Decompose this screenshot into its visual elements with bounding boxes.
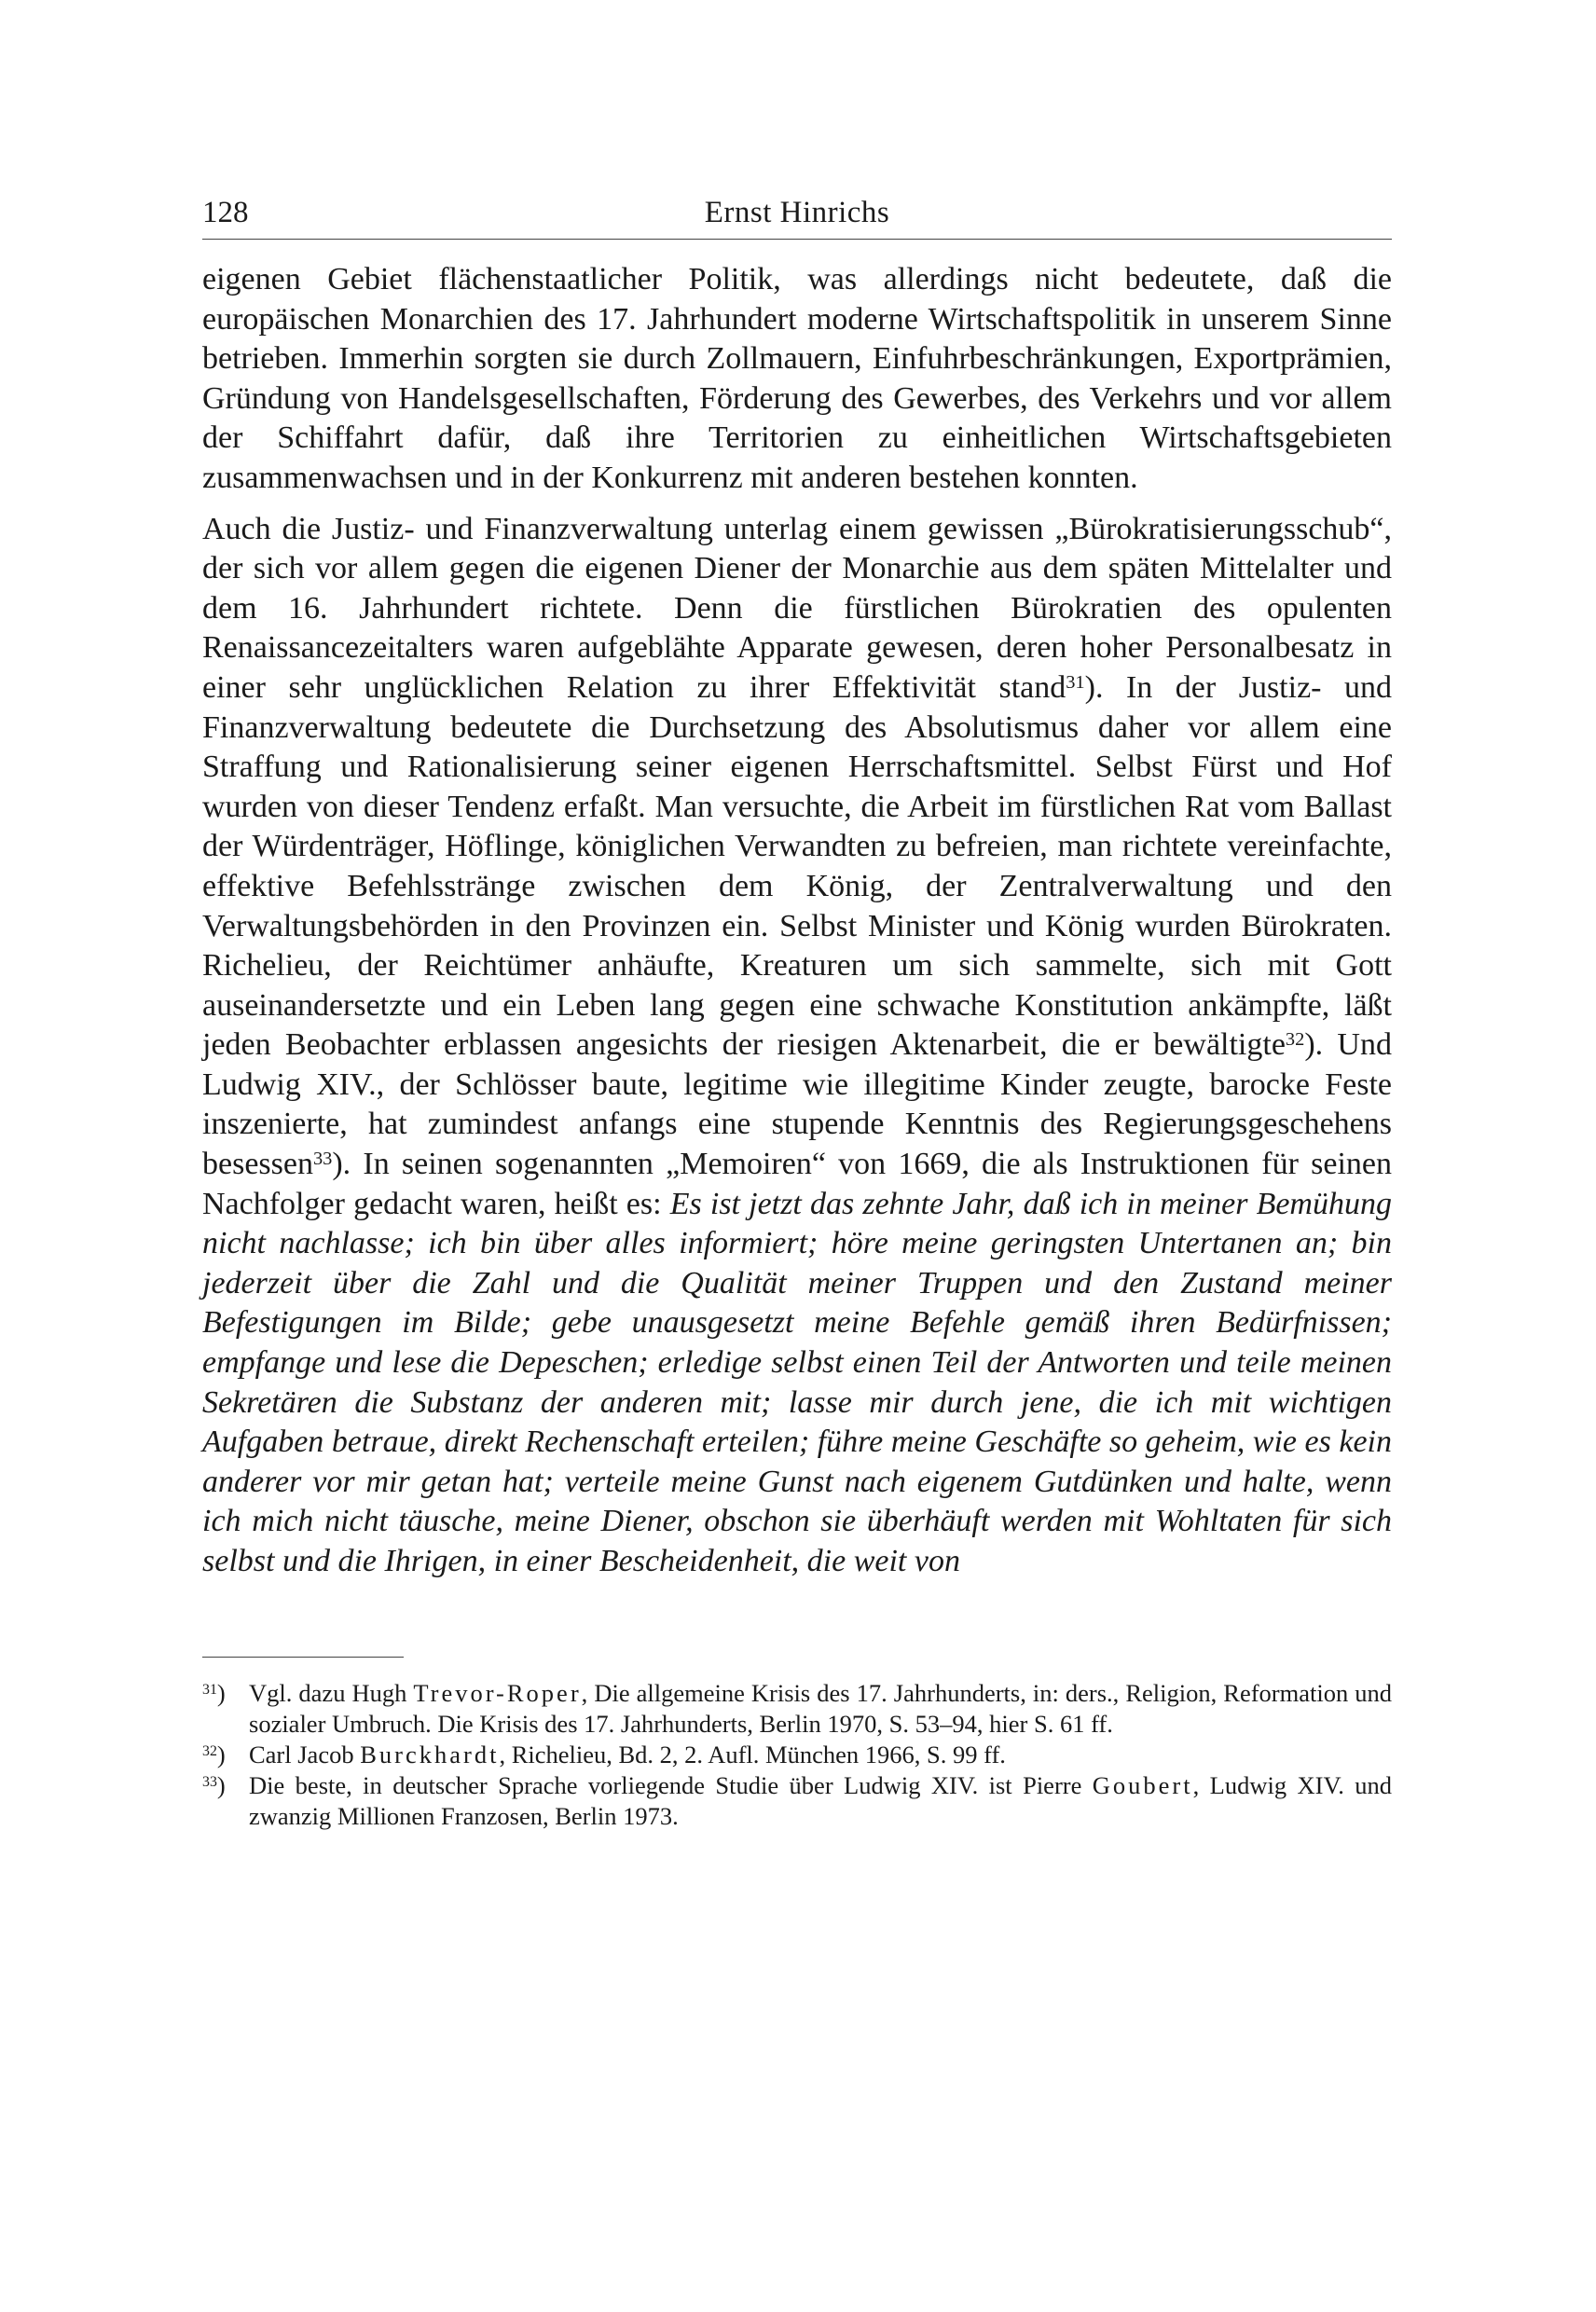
- book-page: [202, 186, 1392, 1832]
- footnote-text: Vgl. dazu Hugh: [249, 1678, 414, 1707]
- footnote-32: [202, 1740, 1392, 1770]
- footnote-author: Goubert: [1092, 1770, 1193, 1799]
- footnote-mark: $^{33}$): [202, 1770, 226, 1799]
- footnote-ref-31: 31: [1066, 671, 1085, 693]
- footnote-33: [202, 1770, 1392, 1832]
- footnote-author: Trevor-Roper: [413, 1678, 582, 1707]
- footnote-text: , Ludwig XIV. und zwanzig Millionen Franzosen, Berlin 1973.: [249, 1770, 1392, 1830]
- footnote-text: , Die allgemeine Krisis des 17. Jahrhunderts, in: ders., Religion, Reformation und sozialer Umbruch. Die Krisis des 17. Jahrhunderts, Berlin 1970, S. 53–94, hier S. 61 ff.: [249, 1678, 1392, 1738]
- footnote-author: Burckhardt: [360, 1740, 500, 1768]
- paragraph-1: eigenen Gebiet flächenstaatlicher Politik, was allerdings nicht bedeutete, daß die europäischen Monarchien des 17. Jahrhundert moderne Wirtschaftspolitik in unserem Sinne betrieben. Immerhin sorgten sie durch Zollmauern, Einfuhrbeschränkungen, Exportprämien, Gründung von Handelsgesellschaften, Förderung des Gewerbes, des Verkehrs und vor allem der Schiffahrt dafür, daß ihre Territorien zu einheitlichen Wirtschaftsgebieten zusammenwachsen und in der Konkurrenz mit anderen bestehen konnten.: [202, 262, 1392, 495]
- page-number: 128: [202, 196, 249, 229]
- paragraph-2: [202, 510, 1392, 1582]
- footnote-divider: [202, 1657, 404, 1658]
- paragraph-2-part-c: ). Und Ludwig XIV., der Schlösser baute, legitime wie illegitime Kinder zeugte, barocke Feste inszenierte, hat zumindest anfangs eine stupende Kenntnis des Regierungsgeschehens besessen: [202, 1027, 1392, 1182]
- paragraph-2-part-b: ). In der Justiz- und Finanzverwaltung bedeutete die Durchsetzung des Absolutismus daher vor allem eine Straffung und Rationalisierung seiner eigenen Herrschaftsmittel. Selbst Fürst und Hof wurden von dieser Tendenz erfaßt. Man versuchte, die Arbeit im fürstlichen Rat vom Ballast der Würdenträger, Höflinge, königlichen Verwandten zu befreien, man richtete vereinfachte, effektive Befehlsstränge zwischen dem König, der Zentralverwaltung und den Verwaltungsbehörden in den Provinzen ein. Selbst Minister und König wurden Bürokraten. Richelieu, der Reichtümer anhäufte, Kreaturen um sich sammelte, sich mit Gott auseinandersetzte und ein Leben lang gegen eine schwache Konstitution ankämpfte, läßt jeden Beobachter erblassen angesichts der riesigen Aktenarbeit, die er bewältigte: [202, 669, 1392, 1063]
- page-header: [202, 186, 1392, 240]
- footnote-number: 31: [202, 1681, 217, 1698]
- footnote-mark: $^{31}$): [202, 1678, 226, 1707]
- memoir-quote: Es ist jetzt das zehnte Jahr, daß ich in meiner Bemühung nicht nachlasse; ich bin über alles informiert; höre meine geringsten Untertanen an; bin jederzeit über die Zahl und die Qualität meiner Truppen und den Zustand meiner Befestigungen im Bilde; gebe unausgesetzt meine Befehle gemäß ihren Bedürfnissen; empfange und lese die Depeschen; erledige selbst einen Teil der Antworten und teile meinen Sekretären die Substanz der anderen mit; lasse mir durch jene, die ich mit wichtigen Aufgaben betraue, direkt Rechenschaft erteilen; führe meine Geschäfte so geheim, wie es kein anderer vor mir getan hat; verteile meine Gunst nach eigenem Gutdünken und halte, wenn ich mich nicht täusche, meine Diener, obschon sie überhäuft werden mit Wohltaten für sich selbst und die Ihrigen, in einer Bescheidenheit, die weit von: [202, 1186, 1392, 1578]
- footnote-text: , Richelieu, Bd. 2, 2. Aufl. München 1966, S. 99 ff.: [499, 1740, 1006, 1768]
- paragraph-2-part-d: ). In seinen sogenannten „Memoiren“ von 1669, die als Instruktionen für seinen Nachfolger gedacht waren, heißt es:: [202, 1147, 1392, 1221]
- paragraph-2-part-a: Auch die Justiz- und Finanzverwaltung unterlag einem gewissen „Bürokratisierungsschub“, der sich vor allem gegen die eigenen Diener der Monarchie aus dem späten Mittelalter und dem 16. Jahrhundert richtete. Denn die fürstlichen Bürokratien des opulenten Renaissancezeitalters waren aufgeblähte Apparate gewesen, deren hoher Personalbesatz in einer sehr unglücklichen Relation zu ihrer Effektivität stand: [202, 511, 1392, 705]
- footnote-number: 32: [202, 1742, 217, 1759]
- footnote-ref-32: 32: [1285, 1029, 1305, 1051]
- footnote-31: [202, 1678, 1392, 1740]
- footnote-ref-33: 33: [312, 1148, 333, 1169]
- footnotes: [202, 1678, 1392, 1832]
- footnote-mark: $^{32}$): [202, 1740, 226, 1768]
- footnote-text: Die beste, in deutscher Sprache vorliegende Studie über Ludwig XIV. ist Pierre: [249, 1770, 1093, 1799]
- footnote-text: Carl Jacob: [249, 1740, 361, 1768]
- footnote-number: 33: [202, 1773, 217, 1790]
- running-head: Ernst Hinrichs: [704, 196, 890, 229]
- body-text: [202, 260, 1392, 1582]
